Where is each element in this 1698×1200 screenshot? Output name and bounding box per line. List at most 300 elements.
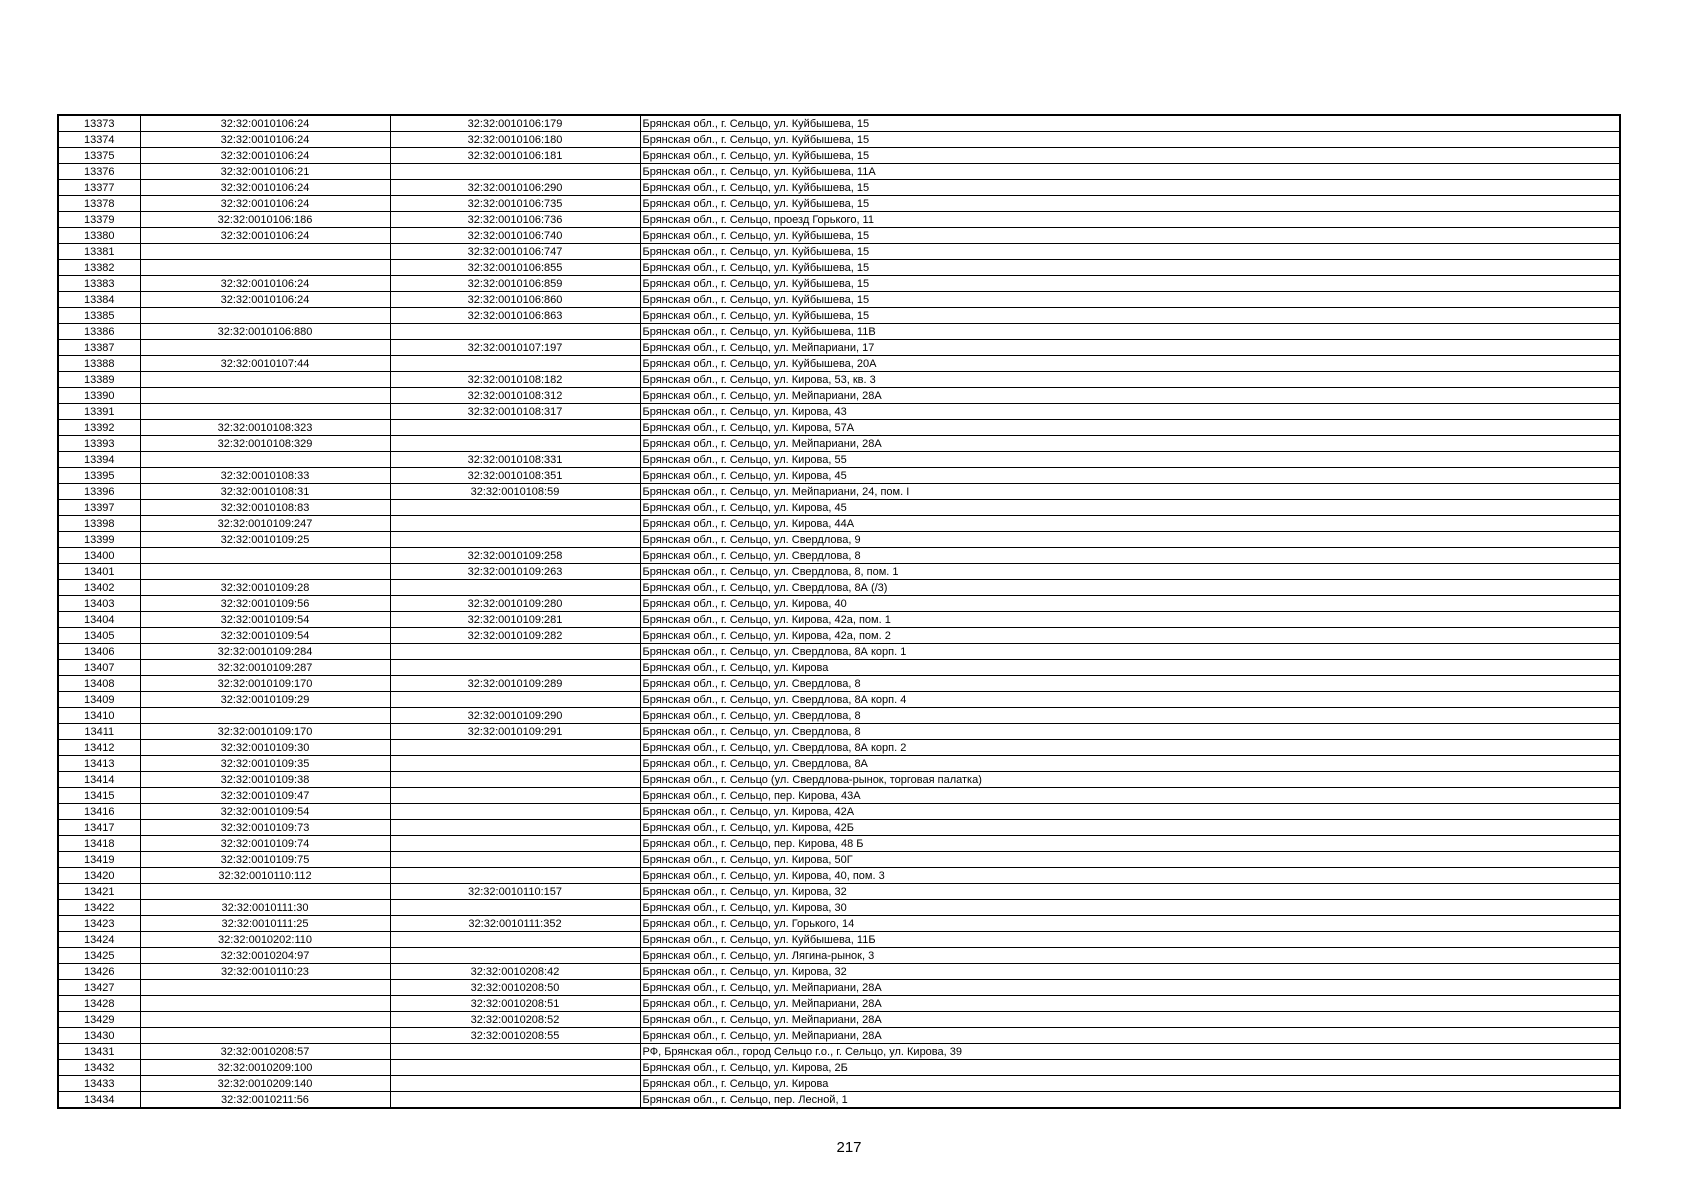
table-row	[58, 708, 1620, 724]
address-cell: Брянская обл., г. Сельцо, ул. Мейпариани, 24, пом. I	[640, 484, 1620, 500]
building-number-cell: 32:32:0010110:157	[390, 884, 640, 900]
parcel-number-cell: 32:32:0010110:112	[140, 868, 390, 884]
building-number-cell	[390, 324, 640, 340]
row-number-cell: 13394	[58, 452, 140, 468]
address-cell: Брянская обл., г. Сельцо, ул. Кирова, 42А	[640, 804, 1620, 820]
table-row	[58, 1028, 1620, 1044]
address-cell: Брянская обл., г. Сельцо, ул. Куйбышева, 15	[640, 196, 1620, 212]
table-row	[58, 596, 1620, 612]
row-number-cell: 13431	[58, 1044, 140, 1060]
building-number-cell: 32:32:0010208:52	[390, 1012, 640, 1028]
address-cell: Брянская обл., г. Сельцо, ул. Свердлова, 8, пом. 1	[640, 564, 1620, 580]
row-number-cell: 13379	[58, 212, 140, 228]
address-cell: Брянская обл., г. Сельцо, ул. Кирова, 53, кв. 3	[640, 372, 1620, 388]
row-number-cell: 13382	[58, 260, 140, 276]
address-cell: Брянская обл., г. Сельцо, ул. Кирова, 43	[640, 404, 1620, 420]
row-number-cell: 13400	[58, 548, 140, 564]
parcel-number-cell: 32:32:0010109:170	[140, 676, 390, 692]
address-cell: Брянская обл., г. Сельцо, ул. Кирова	[640, 1076, 1620, 1092]
row-number-cell: 13420	[58, 868, 140, 884]
parcel-number-cell: 32:32:0010106:21	[140, 164, 390, 180]
row-number-cell: 13417	[58, 820, 140, 836]
table-row	[58, 1012, 1620, 1028]
table-row	[58, 852, 1620, 868]
table-row	[58, 1092, 1620, 1109]
building-number-cell: 32:32:0010106:736	[390, 212, 640, 228]
parcel-number-cell: 32:32:0010106:24	[140, 196, 390, 212]
row-number-cell: 13387	[58, 340, 140, 356]
address-cell: Брянская обл., г. Сельцо, ул. Куйбышева, 15	[640, 115, 1620, 132]
row-number-cell: 13374	[58, 132, 140, 148]
row-number-cell: 13426	[58, 964, 140, 980]
table-row	[58, 756, 1620, 772]
building-number-cell: 32:32:0010106:179	[390, 115, 640, 132]
parcel-number-cell: 32:32:0010204:97	[140, 948, 390, 964]
building-number-cell: 32:32:0010106:735	[390, 196, 640, 212]
address-cell: Брянская обл., г. Сельцо, ул. Кирова	[640, 660, 1620, 676]
address-cell: Брянская обл., г. Сельцо (ул. Свердлова-рынок, торговая палатка)	[640, 772, 1620, 788]
building-number-cell	[390, 820, 640, 836]
address-cell: Брянская обл., г. Сельцо, ул. Кирова, 42Б	[640, 820, 1620, 836]
table-row	[58, 115, 1620, 132]
building-number-cell	[390, 836, 640, 852]
building-number-cell: 32:32:0010106:181	[390, 148, 640, 164]
row-number-cell: 13390	[58, 388, 140, 404]
row-number-cell: 13423	[58, 916, 140, 932]
address-cell: Брянская обл., г. Сельцо, ул. Куйбышева, 11В	[640, 324, 1620, 340]
parcel-number-cell: 32:32:0010106:24	[140, 148, 390, 164]
table-row	[58, 1044, 1620, 1060]
parcel-number-cell	[140, 372, 390, 388]
building-number-cell: 32:32:0010109:263	[390, 564, 640, 580]
building-number-cell: 32:32:0010106:180	[390, 132, 640, 148]
parcel-number-cell	[140, 980, 390, 996]
building-number-cell: 32:32:0010106:863	[390, 308, 640, 324]
building-number-cell	[390, 788, 640, 804]
row-number-cell: 13408	[58, 676, 140, 692]
address-cell: Брянская обл., г. Сельцо, ул. Мейпариани, 28А	[640, 1012, 1620, 1028]
building-number-cell: 32:32:0010106:290	[390, 180, 640, 196]
row-number-cell: 13380	[58, 228, 140, 244]
row-number-cell: 13432	[58, 1060, 140, 1076]
parcel-number-cell: 32:32:0010109:25	[140, 532, 390, 548]
table-row	[58, 836, 1620, 852]
table-row	[58, 308, 1620, 324]
table-row	[58, 500, 1620, 516]
address-cell: Брянская обл., г. Сельцо, ул. Кирова, 45	[640, 500, 1620, 516]
building-number-cell: 32:32:0010108:59	[390, 484, 640, 500]
building-number-cell	[390, 516, 640, 532]
address-cell: Брянская обл., г. Сельцо, пер. Кирова, 48 Б	[640, 836, 1620, 852]
address-cell: Брянская обл., г. Сельцо, ул. Куйбышева, 20А	[640, 356, 1620, 372]
building-number-cell: 32:32:0010106:855	[390, 260, 640, 276]
parcel-number-cell: 32:32:0010110:23	[140, 964, 390, 980]
building-number-cell: 32:32:0010208:50	[390, 980, 640, 996]
row-number-cell: 13410	[58, 708, 140, 724]
table-row	[58, 660, 1620, 676]
table-row	[58, 356, 1620, 372]
row-number-cell: 13429	[58, 1012, 140, 1028]
parcel-number-cell	[140, 260, 390, 276]
parcel-number-cell: 32:32:0010109:287	[140, 660, 390, 676]
table-row	[58, 516, 1620, 532]
row-number-cell: 13391	[58, 404, 140, 420]
building-number-cell: 32:32:0010106:740	[390, 228, 640, 244]
row-number-cell: 13419	[58, 852, 140, 868]
row-number-cell: 13415	[58, 788, 140, 804]
building-number-cell	[390, 1076, 640, 1092]
address-cell: Брянская обл., г. Сельцо, ул. Кирова, 45	[640, 468, 1620, 484]
table-row	[58, 740, 1620, 756]
address-cell: Брянская обл., г. Сельцо, ул. Мейпариани, 28А	[640, 388, 1620, 404]
parcel-number-cell: 32:32:0010106:880	[140, 324, 390, 340]
parcel-number-cell: 32:32:0010108:329	[140, 436, 390, 452]
table-row	[58, 132, 1620, 148]
table-row	[58, 932, 1620, 948]
parcel-number-cell	[140, 452, 390, 468]
row-number-cell: 13393	[58, 436, 140, 452]
table-row	[58, 164, 1620, 180]
table-row	[58, 820, 1620, 836]
parcel-number-cell	[140, 564, 390, 580]
row-number-cell: 13412	[58, 740, 140, 756]
building-number-cell: 32:32:0010208:55	[390, 1028, 640, 1044]
table-row	[58, 244, 1620, 260]
building-number-cell: 32:32:0010106:747	[390, 244, 640, 260]
table-row	[58, 532, 1620, 548]
address-cell: Брянская обл., г. Сельцо, пер. Кирова, 43А	[640, 788, 1620, 804]
parcel-number-cell	[140, 308, 390, 324]
address-cell: Брянская обл., г. Сельцо, ул. Куйбышева, 15	[640, 308, 1620, 324]
address-cell: Брянская обл., г. Сельцо, ул. Куйбышева, 11А	[640, 164, 1620, 180]
table-row	[58, 644, 1620, 660]
address-cell: Брянская обл., г. Сельцо, ул. Кирова, 32	[640, 884, 1620, 900]
table-row	[58, 436, 1620, 452]
building-number-cell	[390, 660, 640, 676]
address-cell: Брянская обл., г. Сельцо, ул. Куйбышева, 15	[640, 132, 1620, 148]
table-row	[58, 452, 1620, 468]
row-number-cell: 13427	[58, 980, 140, 996]
parcel-number-cell: 32:32:0010109:29	[140, 692, 390, 708]
page-number: 217	[836, 1139, 862, 1156]
parcel-number-cell	[140, 244, 390, 260]
table-row	[58, 788, 1620, 804]
parcel-number-cell: 32:32:0010209:140	[140, 1076, 390, 1092]
row-number-cell: 13401	[58, 564, 140, 580]
parcel-number-cell: 32:32:0010109:38	[140, 772, 390, 788]
table-row	[58, 980, 1620, 996]
parcel-number-cell: 32:32:0010109:54	[140, 612, 390, 628]
table-row	[58, 324, 1620, 340]
row-number-cell: 13416	[58, 804, 140, 820]
building-number-cell	[390, 900, 640, 916]
table-row	[58, 196, 1620, 212]
parcel-number-cell: 32:32:0010109:30	[140, 740, 390, 756]
parcel-number-cell: 32:32:0010106:24	[140, 115, 390, 132]
row-number-cell: 13434	[58, 1092, 140, 1109]
row-number-cell: 13402	[58, 580, 140, 596]
building-number-cell: 32:32:0010109:289	[390, 676, 640, 692]
parcel-number-cell: 32:32:0010108:33	[140, 468, 390, 484]
table-row	[58, 180, 1620, 196]
building-number-cell: 32:32:0010109:258	[390, 548, 640, 564]
parcel-number-cell	[140, 548, 390, 564]
building-number-cell: 32:32:0010108:312	[390, 388, 640, 404]
address-cell: РФ, Брянская обл., город Сельцо г.о., г. Сельцо, ул. Кирова, 39	[640, 1044, 1620, 1060]
row-number-cell: 13386	[58, 324, 140, 340]
parcel-number-cell: 32:32:0010108:323	[140, 420, 390, 436]
row-number-cell: 13381	[58, 244, 140, 260]
parcel-number-cell: 32:32:0010202:110	[140, 932, 390, 948]
address-cell: Брянская обл., г. Сельцо, пер. Лесной, 1	[640, 1092, 1620, 1109]
parcel-number-cell: 32:32:0010107:44	[140, 356, 390, 372]
parcel-number-cell: 32:32:0010109:74	[140, 836, 390, 852]
building-number-cell	[390, 580, 640, 596]
table-row	[58, 1060, 1620, 1076]
building-number-cell: 32:32:0010109:282	[390, 628, 640, 644]
row-number-cell: 13399	[58, 532, 140, 548]
row-number-cell: 13404	[58, 612, 140, 628]
table-row	[58, 340, 1620, 356]
parcel-number-cell: 32:32:0010111:25	[140, 916, 390, 932]
row-number-cell: 13418	[58, 836, 140, 852]
parcel-number-cell: 32:32:0010106:24	[140, 276, 390, 292]
address-cell: Брянская обл., г. Сельцо, ул. Кирова, 32	[640, 964, 1620, 980]
parcel-number-cell: 32:32:0010106:24	[140, 292, 390, 308]
address-cell: Брянская обл., г. Сельцо, ул. Свердлова, 9	[640, 532, 1620, 548]
row-number-cell: 13428	[58, 996, 140, 1012]
building-number-cell	[390, 1060, 640, 1076]
building-number-cell	[390, 948, 640, 964]
table-row	[58, 372, 1620, 388]
address-cell: Брянская обл., г. Сельцо, ул. Мейпариани, 28А	[640, 996, 1620, 1012]
row-number-cell: 13425	[58, 948, 140, 964]
row-number-cell: 13376	[58, 164, 140, 180]
table-row	[58, 468, 1620, 484]
building-number-cell	[390, 756, 640, 772]
parcel-number-cell: 32:32:0010109:247	[140, 516, 390, 532]
table-row	[58, 228, 1620, 244]
table-row	[58, 868, 1620, 884]
table-row	[58, 724, 1620, 740]
building-number-cell	[390, 420, 640, 436]
row-number-cell: 13406	[58, 644, 140, 660]
building-number-cell: 32:32:0010208:42	[390, 964, 640, 980]
parcel-number-cell	[140, 996, 390, 1012]
table-row	[58, 884, 1620, 900]
row-number-cell: 13377	[58, 180, 140, 196]
row-number-cell: 13405	[58, 628, 140, 644]
row-number-cell: 13407	[58, 660, 140, 676]
address-cell: Брянская обл., г. Сельцо, ул. Куйбышева, 15	[640, 148, 1620, 164]
address-cell: Брянская обл., г. Сельцо, ул. Свердлова, 8А (/3)	[640, 580, 1620, 596]
building-number-cell: 32:32:0010111:352	[390, 916, 640, 932]
address-cell: Брянская обл., г. Сельцо, ул. Свердлова, 8	[640, 708, 1620, 724]
building-number-cell: 32:32:0010106:859	[390, 276, 640, 292]
parcel-number-cell	[140, 708, 390, 724]
parcel-number-cell: 32:32:0010106:24	[140, 180, 390, 196]
parcel-number-cell: 32:32:0010109:54	[140, 804, 390, 820]
parcel-number-cell	[140, 1028, 390, 1044]
building-number-cell: 32:32:0010109:290	[390, 708, 640, 724]
building-number-cell	[390, 740, 640, 756]
address-cell: Брянская обл., г. Сельцо, ул. Свердлова, 8А корп. 4	[640, 692, 1620, 708]
row-number-cell: 13384	[58, 292, 140, 308]
row-number-cell: 13375	[58, 148, 140, 164]
building-number-cell: 32:32:0010108:182	[390, 372, 640, 388]
table-row	[58, 564, 1620, 580]
table-row	[58, 276, 1620, 292]
table-row	[58, 676, 1620, 692]
row-number-cell: 13422	[58, 900, 140, 916]
row-number-cell: 13395	[58, 468, 140, 484]
table-row	[58, 900, 1620, 916]
parcel-number-cell: 32:32:0010109:75	[140, 852, 390, 868]
building-number-cell: 32:32:0010108:317	[390, 404, 640, 420]
parcel-number-cell: 32:32:0010108:31	[140, 484, 390, 500]
parcel-number-cell	[140, 884, 390, 900]
parcel-number-cell: 32:32:0010106:186	[140, 212, 390, 228]
parcel-number-cell: 32:32:0010211:56	[140, 1092, 390, 1109]
building-number-cell	[390, 932, 640, 948]
address-cell: Брянская обл., г. Сельцо, ул. Кирова, 44А	[640, 516, 1620, 532]
parcel-number-cell: 32:32:0010109:170	[140, 724, 390, 740]
table-row	[58, 628, 1620, 644]
address-cell: Брянская обл., г. Сельцо, ул. Кирова, 42а, пом. 1	[640, 612, 1620, 628]
address-cell: Брянская обл., г. Сельцо, ул. Куйбышева, 15	[640, 180, 1620, 196]
address-cell: Брянская обл., г. Сельцо, ул. Куйбышева, 15	[640, 260, 1620, 276]
parcel-number-cell: 32:32:0010108:83	[140, 500, 390, 516]
row-number-cell: 13413	[58, 756, 140, 772]
row-number-cell: 13411	[58, 724, 140, 740]
building-number-cell	[390, 692, 640, 708]
parcel-number-cell: 32:32:0010109:284	[140, 644, 390, 660]
address-cell: Брянская обл., г. Сельцо, ул. Кирова, 57А	[640, 420, 1620, 436]
building-number-cell	[390, 436, 640, 452]
parcel-number-cell: 32:32:0010111:30	[140, 900, 390, 916]
building-number-cell	[390, 500, 640, 516]
row-number-cell: 13398	[58, 516, 140, 532]
building-number-cell	[390, 164, 640, 180]
row-number-cell: 13378	[58, 196, 140, 212]
address-cell: Брянская обл., г. Сельцо, ул. Кирова, 30	[640, 900, 1620, 916]
table-row	[58, 612, 1620, 628]
address-cell: Брянская обл., г. Сельцо, ул. Куйбышева, 15	[640, 244, 1620, 260]
row-number-cell: 13409	[58, 692, 140, 708]
address-cell: Брянская обл., г. Сельцо, ул. Кирова, 40	[640, 596, 1620, 612]
table-row	[58, 212, 1620, 228]
building-number-cell	[390, 868, 640, 884]
row-number-cell: 13414	[58, 772, 140, 788]
address-cell: Брянская обл., г. Сельцо, ул. Мейпариани, 28А	[640, 1028, 1620, 1044]
parcel-number-cell: 32:32:0010109:47	[140, 788, 390, 804]
parcel-number-cell: 32:32:0010106:24	[140, 228, 390, 244]
row-number-cell: 13389	[58, 372, 140, 388]
address-cell: Брянская обл., г. Сельцо, ул. Кирова, 42а, пом. 2	[640, 628, 1620, 644]
parcel-number-cell	[140, 388, 390, 404]
parcel-number-cell: 32:32:0010109:54	[140, 628, 390, 644]
building-number-cell	[390, 772, 640, 788]
building-number-cell: 32:32:0010106:860	[390, 292, 640, 308]
table-row	[58, 404, 1620, 420]
row-number-cell: 13396	[58, 484, 140, 500]
address-cell: Брянская обл., г. Сельцо, ул. Свердлова, 8	[640, 676, 1620, 692]
building-number-cell	[390, 804, 640, 820]
table-body	[58, 115, 1620, 1108]
row-number-cell: 13388	[58, 356, 140, 372]
building-number-cell	[390, 1092, 640, 1109]
table-row	[58, 484, 1620, 500]
row-number-cell: 13392	[58, 420, 140, 436]
table-row	[58, 916, 1620, 932]
parcel-number-cell: 32:32:0010109:35	[140, 756, 390, 772]
table-row	[58, 996, 1620, 1012]
address-cell: Брянская обл., г. Сельцо, проезд Горького, 11	[640, 212, 1620, 228]
parcel-number-cell	[140, 404, 390, 420]
address-cell: Брянская обл., г. Сельцо, ул. Мейпариани, 28А	[640, 436, 1620, 452]
row-number-cell: 13403	[58, 596, 140, 612]
table-row	[58, 388, 1620, 404]
table-row	[58, 548, 1620, 564]
building-number-cell: 32:32:0010108:331	[390, 452, 640, 468]
table-row	[58, 692, 1620, 708]
row-number-cell: 13430	[58, 1028, 140, 1044]
table-row	[58, 964, 1620, 980]
address-cell: Брянская обл., г. Сельцо, ул. Кирова, 2Б	[640, 1060, 1620, 1076]
parcel-number-cell: 32:32:0010109:28	[140, 580, 390, 596]
parcel-number-cell: 32:32:0010208:57	[140, 1044, 390, 1060]
row-number-cell: 13424	[58, 932, 140, 948]
row-number-cell: 13433	[58, 1076, 140, 1092]
table-row	[58, 148, 1620, 164]
row-number-cell: 13373	[58, 115, 140, 132]
address-cell: Брянская обл., г. Сельцо, ул. Куйбышева, 11Б	[640, 932, 1620, 948]
table-row	[58, 292, 1620, 308]
building-number-cell	[390, 852, 640, 868]
building-number-cell: 32:32:0010109:291	[390, 724, 640, 740]
building-number-cell: 32:32:0010208:51	[390, 996, 640, 1012]
parcel-number-cell: 32:32:0010109:56	[140, 596, 390, 612]
address-cell: Брянская обл., г. Сельцо, ул. Куйбышева, 15	[640, 292, 1620, 308]
building-number-cell	[390, 644, 640, 660]
address-cell: Брянская обл., г. Сельцо, ул. Куйбышева, 15	[640, 276, 1620, 292]
parcel-number-cell: 32:32:0010106:24	[140, 132, 390, 148]
building-number-cell: 32:32:0010107:197	[390, 340, 640, 356]
building-number-cell: 32:32:0010108:351	[390, 468, 640, 484]
address-cell: Брянская обл., г. Сельцо, ул. Кирова, 50Г	[640, 852, 1620, 868]
address-cell: Брянская обл., г. Сельцо, ул. Мейпариани, 17	[640, 340, 1620, 356]
address-cell: Брянская обл., г. Сельцо, ул. Горького, 14	[640, 916, 1620, 932]
row-number-cell: 13383	[58, 276, 140, 292]
building-number-cell: 32:32:0010109:281	[390, 612, 640, 628]
building-number-cell	[390, 1044, 640, 1060]
building-number-cell: 32:32:0010109:280	[390, 596, 640, 612]
row-number-cell: 13397	[58, 500, 140, 516]
table-row	[58, 772, 1620, 788]
address-cell: Брянская обл., г. Сельцо, ул. Лягина-рынок, 3	[640, 948, 1620, 964]
address-cell: Брянская обл., г. Сельцо, ул. Кирова, 40, пом. 3	[640, 868, 1620, 884]
table-row	[58, 804, 1620, 820]
parcel-number-cell: 32:32:0010109:73	[140, 820, 390, 836]
address-cell: Брянская обл., г. Сельцо, ул. Куйбышева, 15	[640, 228, 1620, 244]
building-number-cell	[390, 532, 640, 548]
address-cell: Брянская обл., г. Сельцо, ул. Мейпариани, 28А	[640, 980, 1620, 996]
data-table	[57, 114, 1621, 1109]
address-cell: Брянская обл., г. Сельцо, ул. Кирова, 55	[640, 452, 1620, 468]
table-row	[58, 420, 1620, 436]
building-number-cell	[390, 356, 640, 372]
address-cell: Брянская обл., г. Сельцо, ул. Свердлова, 8А корп. 1	[640, 644, 1620, 660]
